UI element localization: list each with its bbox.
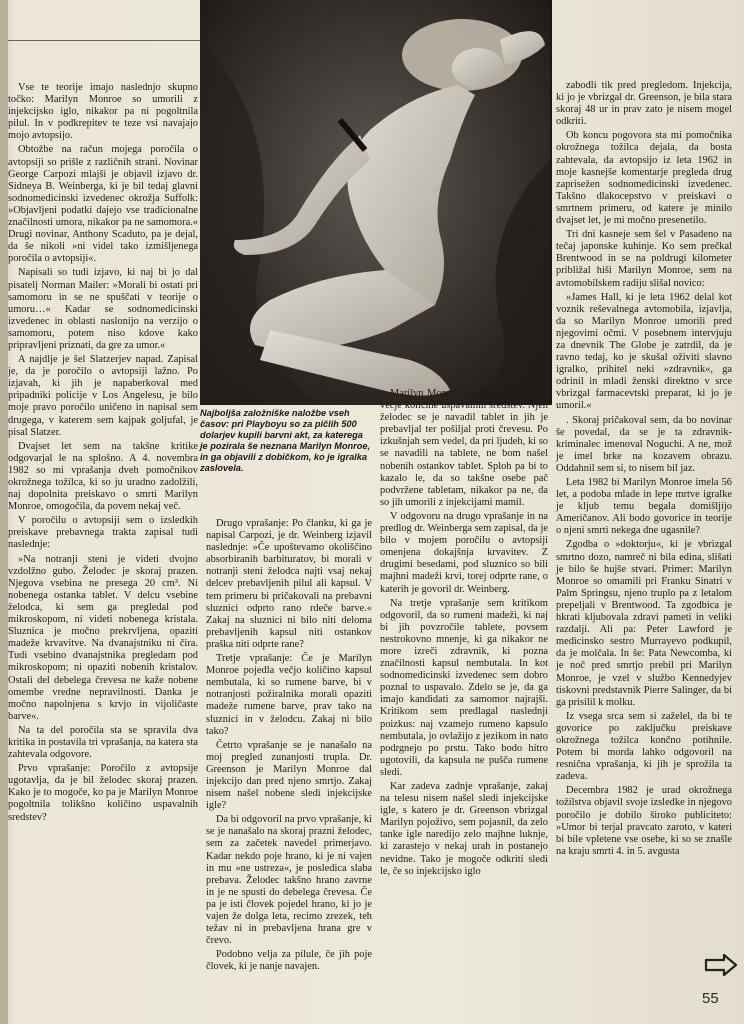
paragraph: »James Hall, ki je leta 1962 delal kot voznik reševalnega avtomobila, izjavlja, da so Marilyn Monroe umorili pred njegovimi očmi. V posebnem intervjuju za dnevnik The Globe je zatrdil, da je ravno tedaj, ko je skušal oživiti slavno igralko, prihitel neki »zdravnik«, ga odrinil in mladi ženski direktno v srce vbrizgal farmacevtski preparat, ki jo je umoril.« <box>556 291 732 412</box>
text-column-2 <box>206 518 372 975</box>
paragraph: Decembra 1982 je urad okrožnega tožilstva objavil svoje izsledke in njegovo poročilo je dobilo široko publiciteto: »Umor bi terjal pravcato zaroto, v kateri bi bile vpletene vse osebe, ki so se znašle na kraju smrti 4. in 5. avgusta <box>556 785 732 857</box>
photo-marilyn-monroe <box>200 0 552 405</box>
paragraph: Leta 1982 bi Marilyn Monroe imela 56 let, a podoba mlade in lepe mrtve igralke je kljub temu begala domišljijo Američanov. Ali bodo govorice in teorije o njeni smrti nekega dne ugasnile? <box>556 477 732 537</box>
paragraph: Tretje vprašanje: Če je Marilyn Monroe pojedla večjo količino kapsul nembutala, ki so rumene barve, bi v notranjosti požiralnika morali opaziti madeže rumene barve, prav tako na sluznici in v želodcu. Zakaj ni bilo tako? <box>206 653 372 737</box>
text-column-3 <box>380 388 548 880</box>
paragraph: Zgodba o »doktorju«, ki je vbrizgal smrtno dozo, namreč ni bila edina, slišati je bilo še hujše stvari. Primer: Marilyn Monroe so omamili pri Franku Sinatri v Palm Springsu, njeno truplo pa z letalom prepeljali v Brentwood. Ta zgodbica je hkrati kljubovala zdravi pameti in veliki razdalji. Ali pa: Peter Lawford je medicinsko sestro Murrayevo podkupil, da je molčala. In še: Pata Newcomba, ki je noč pred smrtjo prebil pri Marilyn Monroe, je vzel v službo Kennedyjev tiskovni predstavnik Pierre Salinger, da bi ga prisilil k molku. <box>556 539 732 708</box>
paragraph: zabodli tik pred pregledom. Injekcija, ki jo je vbrizgal dr. Greenson, je bila stara skoraj 48 ur in prav zato je nisem mogel odkriti. <box>556 80 732 128</box>
paragraph: Marilyn Monroe je dolga leta jemala večje količine uspavalnih sredstev. Njen želodec se je navadil tablet in jih je prebavljal ter pošiljal proti črevesu. Po izkušnjah sem vedel, da pri ljudeh, ki so se navadili na tablete, ne bom našel nobenih ostankov tablet. Sploh pa bi to kazalo le, da so takšne osebe pač podvržene tabletam, nikakor pa ne, da so jih umorili z injekcijami mamil. <box>380 388 548 508</box>
paragraph: Dvajset let sem na takšne kritike odgovarjal le na splošno. A 4. novembra 1982 so mi vprašanja dveh pomočnikov okrožnega tožilca, ki so ju uradno zadolžili, naj dopolnita preiskavo o smrti Marilyn Monroe, omogočila, da povem nekaj več. <box>8 440 198 513</box>
page-edge <box>0 0 8 1024</box>
page-number: 55 <box>702 990 719 1007</box>
paragraph: Vse te teorije imajo naslednjo skupno točko: Marilyn Monroe so umorili z injekcijsko iglo, nikakor pa ni pogoltnila pilul. In v podkrepitev te teze vsi navajajo mojo avtopsijo. <box>8 82 198 142</box>
paragraph: Podobno velja za pilule, če jih poje človek, ki je nanje navajen. <box>206 949 372 973</box>
paragraph: Četrto vprašanje se je nanašalo na moj pregled zunanjosti trupla. Dr. Greenson je Marilyn Monroe dal injekcijo dan pred njeno smrtjo. Zakaj nisem našel nobene sledi injekcijske igle? <box>206 739 372 812</box>
paragraph: »Na notranji steni je videti dvojno vzdolžno gubo. Želodec je skoraj prazen. Njegova vsebina ne presega 20 cm³. Ni nobenega ostanka tablet. V delcu vsebine želodca, ki sem ga pregledal pod mikroskopom, ni videti nobenega kristala. Sluznica je močno prekrvljena, opaziti madeže krvavitve. Na dvanajstniku ni čira. Tudi vsebino dvanajstnika pregledam pod mikroskopom; ni opaziti nobenih kristalov. Ostali del debelega črevesa ne kaže nobene omembe vredne nepravilnosti. Danka je močno napolnjena s krvjo in vijoličaste barve«. <box>8 553 198 722</box>
continue-arrow-icon <box>704 954 738 976</box>
paragraph: V poročilu o avtopsiji sem o izsledkih preiskave prebavnega trakta zapisal tudi naslednje: <box>8 515 198 551</box>
paragraph: Tri dni kasneje sem šel v Pasadeno na tečaj japonske kuhinje. Ko sem prečkal Brentwood in se na poldrugi kilometer približal hiši Marilyn Monroe, sem na avtomobilskem radiju slišal novico: <box>556 229 732 289</box>
paragraph: V odgovoru na drugo vprašanje in na predlog dr. Weinberga sem zapisal, da je bilo v mojem poročilu o avtopsiji omenjena dokajšnja krvavitev. Z drugimi besedami, pod sluznico so bili majhni madeži krvi, torej odprte rane, o katerih je govoril dr. Weinberg. <box>380 510 548 595</box>
photo-caption: Najboljša založniške naložbe vseh časov: pri Playboyu so za pičlih 500 dolarjev kupili barvni akt, za katerega je pozirala še neznana Marilyn Monroe, in ga objavili z dobičkom, ko je igralka zaslovela. <box>200 408 371 473</box>
paragraph: Napisali so tudi izjavo, ki naj bi jo dal pisatelj Norman Mailer: »Morali bi ostati pri samomoru in se ne spuščati v teorije o umoru…« Kadar se sodnomedicinski izvedenec in oblasti naslonijo na verzijo o samomoru, potem niso kdove kako pripravljeni priznati, da gre za umor.« <box>8 267 198 351</box>
paragraph: Da bi odgovoril na prvo vprašanje, ki se je nanašalo na skoraj prazni želodec, sem za začetek navedel primerjavo. Kadar nekdo poje hrano, ki je ni vajen in mu »ne ustreza«, je posledica slaba prebava. Želodec takšno hrano zavrne in je ne spusti do debelega črevesa. Če pa je isti človek pojedel hrano, ki jo je vajen že dolga leta, recimo zrezek, teh težav ni in prebavljena hrana gre v črevo. <box>206 814 372 947</box>
photo-image <box>200 0 550 405</box>
paragraph: . Skoraj pričakoval sem, da bo novinar še povedal, da se je ta zdravnik-kriminalec imenoval Noguchi. A ne, mož je imel brke na kozavem obrazu. Oddahnil sem si, to nisem bil jaz. <box>556 414 732 474</box>
text-column-4 <box>556 80 732 860</box>
paragraph: Prvo vprašanje: Poročilo z avtopsije ugotavlja, da je bil želodec skoraj prazen. Kako je to mogoče, ko pa je Marilyn Monroe pogoltnila tolikšno količino uspavalnih sredstev? <box>8 763 198 823</box>
paragraph: Na tretje vprašanje sem kritikom odgovoril, da so rumeni madeži, ki naj bi jih povzročile tablete, povsem nestrokovno mnenje, ki ga nikakor ne more izreči zdravnik, ki pozna značilnosti kapsul nembutala. In kot sodnomedicinski izvedenec sem dobro poznal to uspavalo. Zdelo se je, da ga imajo kandidati za samomor najrajši. Kritikom sem predlagal naslednji poizkus: naj vzamejo rumeno kapsulo nembutala, jo ovlažijo z jezikom in nato podrgnejo po prstu. Tako bodo hitro ugotovili, da kapsula ne pušča rumene sledi. <box>380 597 548 778</box>
column-rule <box>8 40 206 41</box>
paragraph: Obtožbe na račun mojega poročila o avtopsiji so prišle z različnih strani. Novinar George Carpozi mlajši je objavil izjavo dr. Sidneya B. Weinberga, ki je bil tedaj glavni sodnomedicinski izvedenec okrožja Suffolk: »Objavljeni podatki dajejo vse tradicionalne značilnosti umora, nikakor pa ne samomora.« Drugi novinar, Anthony Scaduto, pa je dejal, da še nikoli »ni videl tako izmišljenega poročila o avtopsiji«. <box>8 144 198 265</box>
paragraph: A najdlje je šel Slatzerjev napad. Zapisal je, da je poročilo o avtopsiji lažno. Po izjavah, ki jih je napaberkoval med pripadniki policije v Los Angelesu, je bilo moje pravo poročilo uničeno in napisal sem drugega, v katerem sem kajpak goljufal, je pisal Slatzer. <box>8 354 198 438</box>
paragraph: Drugo vprašanje: Po članku, ki ga je napisal Carpozi, je dr. Weinberg izjavil naslednje: »Če upoštevamo okoliščino absorbiranih barbituratov, bi morali v notranji steni želodca najti vsaj nekaj delcev prebavljenih pilul ali kapsul. V tem primeru bi pričakovali na prebavni sluznici odprto rano rdeče barve.« Zakaj na sluznici ni bilo niti deloma prebavljenih kapsul niti ostankov praška niti odprte rane? <box>206 518 372 650</box>
paragraph: Ob koncu pogovora sta mi pomočnika okrožnega tožilca dejala, da bosta zahtevala, da avtopsijo iz leta 1962 in moje kasnejše komentarje pregleda drug zaprisežen sodnomedicinski izvedenec. Takšno dlakocepstvo v preiskavi o smrtnem primeru, od katere je minilo dvajset let, je mi močno presenetilo. <box>556 130 732 227</box>
paragraph: Kar zadeva zadnje vprašanje, zakaj na telesu nisem našel sledi injekcijske igle, s katero je dr. Greenson vbrizgal Marilyn pojoživo, sem pojasnil, da zelo tanke igle naredijo zelo majhne luknje, ki zarastejo v nekaj urah in postanejo nevidne. Tako je mogoče odkriti sledi le, če so injekcijsko iglo <box>380 781 548 877</box>
text-column-1 <box>8 82 198 826</box>
paragraph: Iz vsega srca sem si zaželel, da bi te govorice po zaključku preiskave okrožnega tožilca končno potihnile. Potem bi morda lahko odgovoril na resnična vprašanja, ki jih je sprožila ta zadeva. <box>556 710 732 783</box>
paragraph: Na ta del poročila sta se spravila dva kritika in postavila tri vprašanja, na katera sta zahtevala odgovore. <box>8 724 198 761</box>
